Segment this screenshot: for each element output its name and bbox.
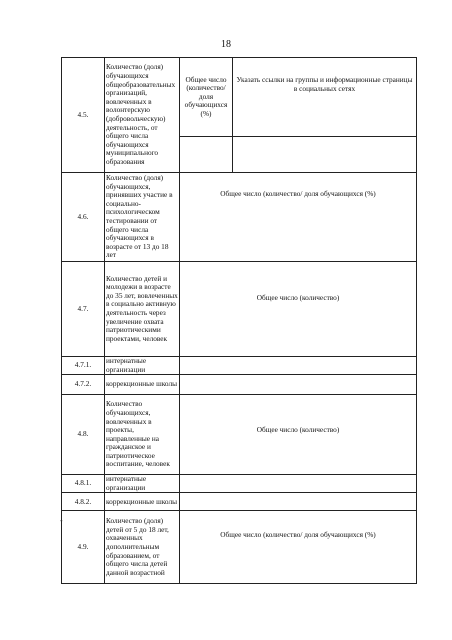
row-measure: Общее число (количество) (180, 395, 417, 475)
empty-cell (180, 357, 417, 375)
row-number: 4.8.1. (62, 475, 105, 493)
table-row (62, 395, 417, 475)
table-row (62, 493, 417, 511)
table-row (62, 375, 417, 395)
table-row (62, 58, 417, 137)
empty-cell (180, 137, 233, 173)
table-row (62, 357, 417, 375)
table-row (62, 475, 417, 493)
row-number: 4.7.1. (62, 357, 105, 375)
row-instruction: Указать ссылки на группы и информационные страницы в социальных сетях (233, 58, 417, 137)
table-row (62, 173, 417, 262)
row-number: 4.7. (62, 262, 105, 357)
row-number: 4.9. (62, 511, 105, 584)
row-description: Количество (доля) обучающихся, принявших участие в социально-психологическом тестировании от общего числа обучающихся в возрасте от 13 до 18 лет (105, 173, 180, 262)
row-measure: Общее число (количество/ доля обучающихся (%) (180, 173, 417, 262)
row-measure: Общее число (количество/ доля обучающихся (%) (180, 511, 417, 584)
row-description: интернатные организации (105, 357, 180, 375)
row-description: Количество (доля) детей от 5 до 18 лет, охваченных дополнительным образованием, от общего числа детей данной возрастной (105, 511, 180, 584)
row-description: интернатные организации (105, 475, 180, 493)
page-number: 18 (221, 39, 231, 50)
row-number: 4.8. (62, 395, 105, 475)
row-number: 4.8.2. (62, 493, 105, 511)
empty-cell (180, 475, 417, 493)
empty-cell (180, 375, 417, 395)
row-description: Количество (доля) обучающихся общеобразовательных организаций, вовлеченных в волонтерскую (добровольческую) деятельность, от общего числа обучающихся муниципального образования (105, 58, 180, 173)
indicators-table (61, 57, 417, 584)
row-description: Количество обучающихся, вовлеченных в проекты, направленные на гражданское и патриотическое воспитание, человек (105, 395, 180, 475)
row-measure: Общее число (количество/ доля обучающихся (%) (180, 58, 233, 137)
margin-mark: - (60, 516, 63, 525)
row-number: 4.7.2. (62, 375, 105, 395)
row-number: 4.5. (62, 58, 105, 173)
row-description: коррекционные школы (105, 375, 180, 395)
table-row (62, 262, 417, 357)
empty-cell (180, 493, 417, 511)
row-description: коррекционные школы (105, 493, 180, 511)
table-row (62, 511, 417, 584)
empty-cell (233, 137, 417, 173)
row-number: 4.6. (62, 173, 105, 262)
row-measure: Общее число (количество) (180, 262, 417, 357)
row-description: Количество детей и молодежи в возрасте до 35 лет, вовлеченных в социально активную деятельность через увеличение охвата патриотическими проектами, человек (105, 262, 180, 357)
